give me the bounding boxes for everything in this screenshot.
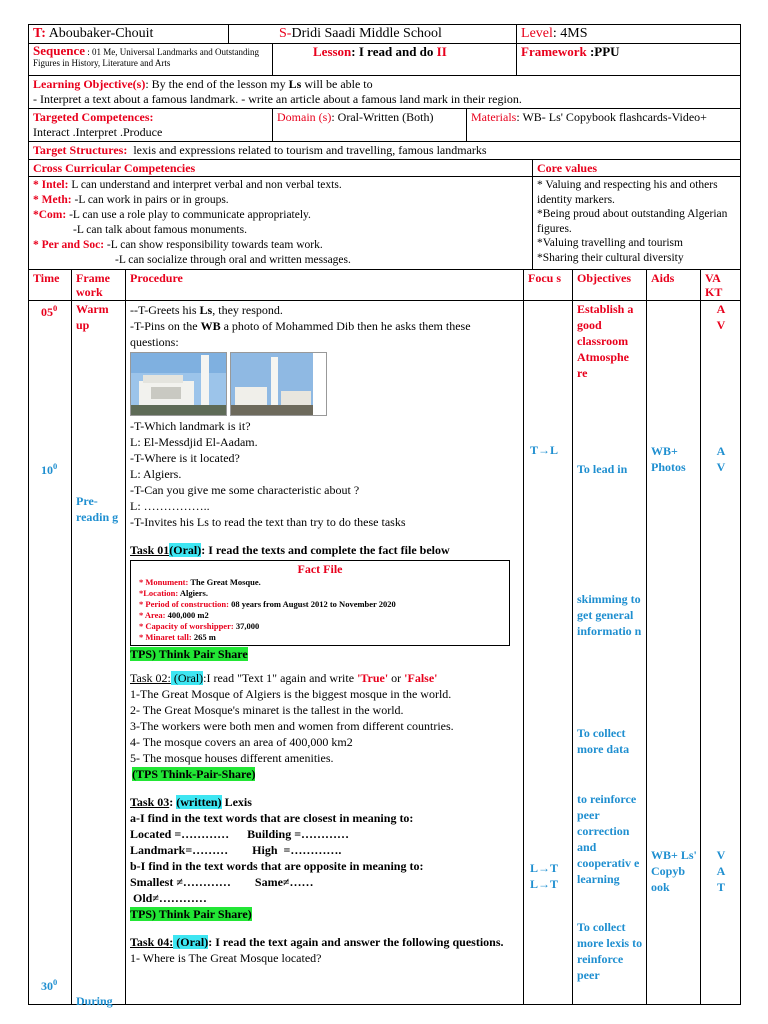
objectives-cell: Learning Objective(s): By the end of the lesson my Ls will be able to - Interpret a text about a famous landmark. - write an article about a famous land mark in their region.: [29, 76, 741, 109]
proc-a2: L: Algiers.: [130, 467, 182, 481]
col-focus: Focu s: [524, 270, 573, 301]
ccc-item: *Com: -L can use a role play to communicate appropriately.: [33, 209, 311, 221]
core-value: *Being proud about outstanding Algerian figures.: [537, 208, 728, 235]
ccc-item: -L can talk about famous monuments.: [73, 224, 247, 236]
ccc-list: [29, 177, 533, 270]
focus-l-t-2: L→T: [530, 877, 559, 891]
task1-heading: Task 01(Oral): I read the texts and complete the fact file below: [130, 543, 450, 557]
ccc-item: * Intel: L can understand and interpret verbal and non verbal texts.: [33, 179, 342, 191]
task2-item: 5- The mosque houses different amenities.: [130, 751, 334, 765]
framework-cell: Framework :PPU: [517, 44, 741, 76]
col-objectives: Objectives: [573, 270, 647, 301]
core-values-list: [533, 177, 741, 270]
mosque-photos: [130, 352, 519, 416]
task2-item: 2- The Great Mosque's minaret is the tallest in the world.: [130, 703, 404, 717]
mosque-photo-2: [230, 352, 327, 416]
vakt-column: [701, 301, 741, 1005]
procedure-table: [28, 269, 741, 1008]
frame-warmup: Warm up: [76, 302, 109, 332]
focus-l-t-1: L→T: [530, 861, 559, 875]
col-vakt: VA KT: [701, 270, 741, 301]
task3-b: b-I find in the text words that are opposite in meaning to:: [130, 859, 424, 873]
frame-during: During: [76, 994, 113, 1008]
lesson-cell: Lesson: I read and do II: [273, 44, 517, 76]
proc-a1: L: El-Messdjid El-Aadam.: [130, 435, 258, 449]
fact-file-row: * Monument: The Great Mosque.: [139, 577, 261, 587]
fact-file-row: * Capacity of worshipper: 37,000: [139, 621, 260, 631]
fact-file-row: * Period of construction: 08 years from August 2012 to November 2020: [139, 599, 396, 609]
objectives-column: [573, 301, 647, 1005]
col-frame-work: Frame work: [72, 270, 126, 301]
tps-3: TPS) Think Pair Share): [130, 907, 252, 921]
sequence-cell: Sequence : 01 Me, Universal Landmarks and Outstanding Figures in History, Literature and Arts: [29, 44, 273, 76]
materials-cell: Materials: WB- Ls' Copybook flashcards-Video+: [467, 109, 741, 142]
task2-item: 3-The workers were both men and women from different countries.: [130, 719, 454, 733]
proc-q2: -T-Where is it located?: [130, 451, 240, 465]
focus-column: [524, 301, 573, 1005]
competences-cell: Targeted Competences: Interact .Interpret .Produce: [29, 109, 273, 142]
objective-atmosphere: Establish a good classroom Atmosphe re: [577, 302, 634, 380]
fact-file-title: Fact File: [297, 562, 343, 576]
task3-b-line2: Old≠…………: [130, 891, 207, 905]
fact-file-row: * Area: 400,000 m2: [139, 610, 209, 620]
fact-file: [130, 560, 510, 646]
task2-heading: Task 02: (Oral):I read "Text 1" again and write 'True' or 'False': [130, 671, 438, 685]
tps-2: (TPS Think-Pair-Share): [132, 767, 256, 781]
level-cell: Level: 4MS: [517, 25, 741, 44]
objective-reinforce: to reinforce peer correction and cooperativ e learning: [577, 792, 640, 886]
time-prereading: $10^0$: [41, 461, 58, 477]
aids-column: [647, 301, 701, 1005]
objective-skimming: skimming to get general informatio n: [577, 592, 642, 638]
task4-q1: 1- Where is The Great Mosque located?: [130, 951, 322, 965]
frame-prereading: Pre- readin g: [76, 494, 119, 524]
proc-a3: L: ……………..: [130, 499, 210, 513]
core-value: *Sharing their cultural diversity: [537, 251, 684, 264]
aids-wb-photos: WB+ Photos: [651, 444, 686, 474]
ccc-item: * Per and Soc: -L can show responsibility towards team work.: [33, 239, 323, 251]
lesson-plan: [28, 24, 740, 1008]
aids-wb-copybook: WB+ Ls' Copyb ook: [651, 848, 697, 894]
ccc-item: * Meth: -L can work in pairs or in groups.: [33, 194, 229, 206]
teacher-cell: T: Aboubaker-Chouit: [29, 25, 229, 44]
vakt-prereading: A V: [716, 444, 726, 474]
proc-greet: --T-Greets his Ls, they respond.: [130, 303, 283, 317]
proc-pin: -T-Pins on the WB a photo of Mohammed Dib then he asks them these questions:: [130, 319, 471, 349]
objective-collect-data: To collect more data: [577, 726, 630, 756]
competencies-table: [28, 159, 741, 270]
time-column: [29, 301, 72, 1005]
competences-table: [28, 108, 741, 160]
task4-heading: Task 04: (Oral): I read the text again and answer the following questions.: [130, 935, 504, 949]
core-value: *Valuing travelling and tourism: [537, 237, 683, 249]
col-time: Time: [29, 270, 72, 301]
col-aids: Aids: [647, 270, 701, 301]
objective-collect-lexis: To collect more lexis to reinforce peer: [577, 920, 643, 982]
fact-file-row: * Minaret tall: 265 m: [139, 632, 216, 642]
task2-item: 1-The Great Mosque of Algiers is the biggest mosque in the world.: [130, 687, 452, 701]
domain-cell: Domain (s): Oral-Written (Both): [273, 109, 467, 142]
core-values-header: Core values: [533, 160, 741, 177]
proc-q1: -T-Which landmark is it?: [130, 419, 251, 433]
structures-cell: Target Structures: lexis and expressions related to tourism and travelling, famous landmarks: [29, 142, 741, 160]
col-procedure: Procedure: [126, 270, 524, 301]
school-cell: S-Dridi Saadi Middle School: [229, 25, 517, 44]
ccc-header: Cross Curricular Competencies: [29, 160, 533, 177]
vakt-tasks: V A T: [716, 848, 726, 894]
frame-column: [72, 301, 126, 1008]
focus-t-l: T→L: [530, 443, 559, 457]
proc-q4: -T-Invites his Ls to read the text than try to do these tasks: [130, 515, 406, 529]
vakt-warmup: A V: [716, 302, 726, 332]
time-warmup: $05^0$: [41, 303, 58, 319]
task3-heading: Task 03: (written) Lexis: [130, 795, 252, 809]
task3-a-line2: Landmark=……… High =………….: [130, 843, 342, 857]
task3-a-line1: Located =………… Building =…………: [130, 827, 350, 841]
proc-q3: -T-Can you give me some characteristic about ?: [130, 483, 360, 497]
ccc-item: -L can socialize through oral and written messages.: [115, 254, 351, 266]
objective-lead-in: To lead in: [577, 462, 628, 476]
task3-b-line1: Smallest ≠………… Same≠……: [130, 875, 314, 889]
core-value: * Valuing and respecting his and others identity markers.: [537, 179, 718, 206]
time-during: $30^0$: [41, 977, 58, 993]
header-table: [28, 24, 741, 109]
mosque-photo-1: [130, 352, 227, 416]
task3-a: a-I find in the text words that are closest in meaning to:: [130, 811, 414, 825]
tps-1: TPS) Think Pair Share: [130, 647, 248, 661]
task2-item: 4- The mosque covers an area of 400,000 km2: [130, 735, 353, 749]
procedure-column: [126, 301, 524, 1005]
fact-file-row: *Location: Algiers.: [139, 588, 208, 598]
